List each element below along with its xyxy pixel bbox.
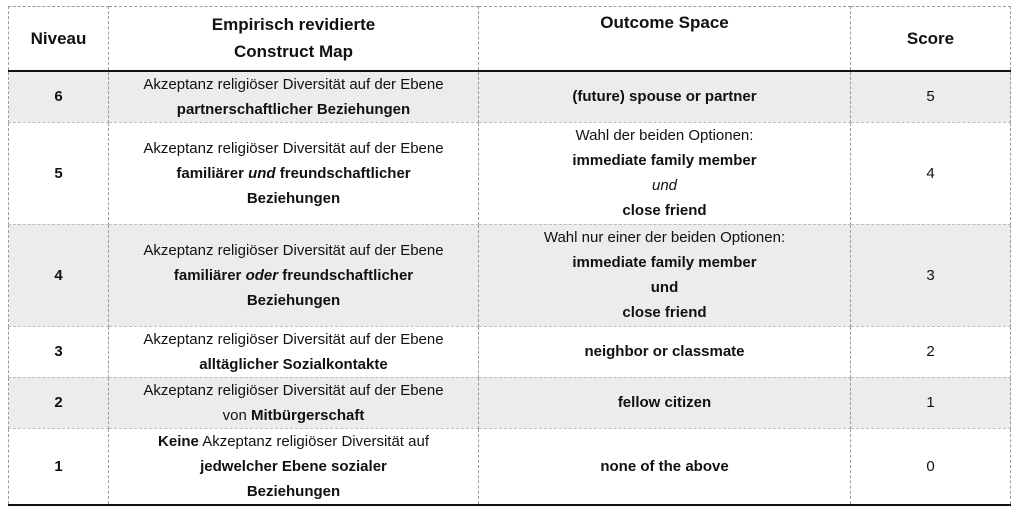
outcome-cell: fellow citizen [479,377,851,428]
niveau-cell: 6 [9,71,109,123]
outcome-intro: Wahl der beiden Optionen: [575,127,754,144]
construct-cell [109,224,479,326]
header-score: Score [851,7,1011,71]
construct-text-line: Keine Akzeptanz religiöser Diversität auf [158,432,429,450]
outcome-cell: neighbor or classmate [479,326,851,377]
outcome-intro: Wahl nur einer der beiden Optionen: [543,229,786,246]
score-cell: 2 [851,326,1011,377]
construct-emphasis: Beziehungen [246,291,341,309]
table-row [9,326,1011,377]
construct-text: Akzeptanz religiöser Diversität auf der Ebene [143,381,444,399]
table-row [9,224,1011,326]
construct-text: Akzeptanz religiöser Diversität auf der Ebene [143,241,444,259]
construct-emphasis: jedwelcher Ebene sozialer [200,457,387,475]
header-construct-line1: Empirisch revidierte [211,15,376,35]
construct-emphasis-line: von Mitbürgerschaft [222,406,365,424]
outcome-connector: und [651,177,678,194]
niveau-cell: 1 [9,428,109,505]
construct-text: Akzeptanz religiöser Diversität auf der Ebene [143,330,444,348]
niveau-cell: 4 [9,224,109,326]
construct-emphasis-line: familiärer und freundschaftlicher [176,164,411,182]
score-cell: 4 [851,122,1011,224]
construct-text: Akzeptanz religiöser Diversität auf der Ebene [143,139,444,157]
niveau-cell: 2 [9,377,109,428]
outcome-cell [479,122,851,224]
header-construct-line2: Construct Map [234,42,353,62]
construct-map-table [8,6,1011,506]
score-cell: 0 [851,428,1011,505]
outcome-option: close friend [622,202,707,219]
construct-emphasis: alltäglicher Sozialkontakte [199,355,388,373]
table-row [9,428,1011,505]
header-niveau: Niveau [9,7,109,71]
score-cell: 3 [851,224,1011,326]
score-cell: 1 [851,377,1011,428]
outcome-option: immediate family member [572,152,757,169]
construct-emphasis: Beziehungen [246,482,341,500]
outcome-cell [479,224,851,326]
outcome-option: close friend [622,304,707,321]
header-outcome-space: Outcome Space [479,7,851,71]
outcome-cell: (future) spouse or partner [479,71,851,123]
construct-text: Akzeptanz religiöser Diversität auf der Ebene [143,75,444,93]
construct-cell [109,326,479,377]
header-construct-map [109,7,479,71]
outcome-option: immediate family member [572,254,757,271]
score-cell: 5 [851,71,1011,123]
construct-cell [109,428,479,505]
construct-emphasis-line: familiärer oder freundschaftlicher [173,266,414,284]
construct-cell [109,122,479,224]
table-row [9,71,1011,123]
construct-cell [109,377,479,428]
table-row [9,122,1011,224]
construct-emphasis: partnerschaftlicher Beziehungen [176,100,411,118]
header-row [9,7,1011,71]
niveau-cell: 5 [9,122,109,224]
niveau-cell: 3 [9,326,109,377]
construct-cell [109,71,479,123]
construct-emphasis: Beziehungen [246,189,341,207]
outcome-connector: und [650,279,679,296]
table-row [9,377,1011,428]
outcome-cell: none of the above [479,428,851,505]
